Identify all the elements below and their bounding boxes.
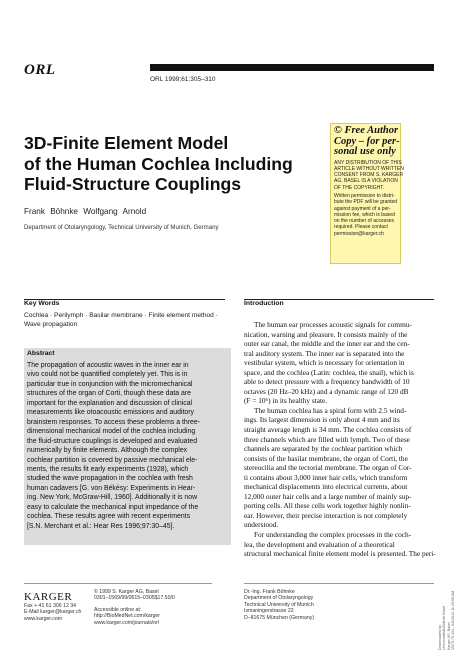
citation: ORL 1999;61:305–310 bbox=[150, 76, 216, 83]
introduction-text bbox=[244, 320, 434, 559]
free-copy-title bbox=[334, 125, 400, 158]
intro-line: straight average length is 34 mm. The cochlea consists of bbox=[244, 425, 412, 435]
permission-line: required. Please contact bbox=[334, 224, 388, 231]
intro-line: 12,000 outer hair cells and a large number of mainly sup- bbox=[244, 491, 412, 501]
intro-line: porting cells. All these cells work together highly nonlin- bbox=[244, 501, 411, 511]
free-copy-permission bbox=[334, 193, 397, 237]
intro-line: nication, warning and pleasure. It consists mainly of the bbox=[244, 329, 408, 339]
correspondence-line: Department of Otolaryngology bbox=[244, 595, 314, 602]
abstract-line: [S.N. Merchant et al.: Hear Res 1996;97:30–45]. bbox=[27, 522, 175, 530]
warning-line: AG, BASEL IS A VIOLATION bbox=[334, 178, 398, 185]
warning-line: CONSENT FROM S. KARGER bbox=[334, 172, 404, 179]
permission-line: on the number of accesses bbox=[334, 218, 395, 225]
footer-rule-left bbox=[24, 583, 212, 584]
free-copy-title-line: © Free Author bbox=[334, 125, 399, 136]
free-copy-warning bbox=[334, 159, 404, 191]
keywords-heading: Key Words bbox=[24, 300, 60, 307]
permission-line: Written permission to distri- bbox=[334, 192, 395, 199]
free-author-copy-notice bbox=[330, 123, 404, 264]
intro-line: ear. However, their precise interaction is not completely bbox=[244, 510, 408, 520]
journal-logo: ORL bbox=[24, 62, 56, 78]
intro-line: stereocilia and the tectorial membrane. The organ of Cor- bbox=[244, 463, 412, 473]
footer-rule-right bbox=[244, 583, 434, 584]
abstract-line: brainstem responses. To access these problems a three- bbox=[27, 418, 200, 426]
abstract-line: cochlear partition is covered by passive mechanical ele- bbox=[27, 456, 198, 464]
abstract-line: studied the wave propagation in the cochlea with fresh bbox=[27, 475, 193, 483]
abstract-heading: Abstract bbox=[27, 350, 55, 357]
stamp-line: 193.5.79.104 - 6/6/2013 11:49:05 AM bbox=[451, 590, 456, 650]
abstract-line: structures of the organ of Corti, though these data are bbox=[27, 390, 191, 398]
stamp-line: Downloaded by: bbox=[438, 624, 442, 650]
permission-line: against payment of a per- bbox=[334, 205, 391, 212]
keywords-text: Cochlea · Perilymph · Basilar membrane · Finite element method · Wave propagation bbox=[24, 312, 218, 328]
intro-line: channels are separated by the cochlear partition which bbox=[244, 444, 403, 454]
intro-line: three channels which are filled with lymph. Two of these bbox=[244, 434, 410, 444]
intro-line: structural mechanical finite element model is presented. The peri- bbox=[244, 549, 436, 559]
title-line: 3D-Finite Element Model bbox=[24, 133, 229, 153]
intro-line: outer ear canal, the middle and the inner ear and the cen- bbox=[244, 339, 410, 349]
abstract-line: dimensional mechanical model of the cochlea including bbox=[27, 428, 196, 436]
abstract-line: easy to calculate the mechanical input impedance of the bbox=[27, 503, 199, 511]
copyright-code: 0301–1569/99/0615–0305$17.50/0 bbox=[94, 595, 175, 602]
warning-line: ARTICLE WITHOUT WRITTEN bbox=[334, 165, 404, 172]
abstract-line: important for the explanation and discussion of clinical bbox=[27, 399, 193, 407]
abstract-line: human cadavers [G. von Békésy: Experiments in Hear- bbox=[27, 484, 196, 492]
abstract-line: ments, the results fit early experiments (1928), which bbox=[27, 465, 189, 473]
title-line: of the Human Cochlea Including bbox=[24, 153, 293, 174]
article-title bbox=[24, 133, 319, 195]
permission-email[interactable]: permission@karger.ch bbox=[334, 230, 384, 237]
abstract-line: vivo could not be quantified completely yet. This is in bbox=[27, 371, 188, 379]
publisher-fax: Fax + 41 61 306 12 34 bbox=[24, 603, 77, 609]
correspondence-line: D–81675 München (Germany) bbox=[244, 614, 315, 621]
warning-line: ANY DISTRIBUTION OF THIS bbox=[334, 159, 402, 166]
abstract-line: the fluid-structure couplings is developed and evaluated bbox=[27, 437, 198, 445]
authors: Frank Böhnke Wolfgang Arnold bbox=[24, 207, 147, 216]
abstract-line: cochlea. These results agree with recent experiments bbox=[27, 513, 191, 521]
intro-line: consists of the basilar membrane, the organ of Corti, the bbox=[244, 453, 408, 463]
publisher-website[interactable]: www.karger.com bbox=[24, 615, 63, 622]
karger-logo: KARGER bbox=[24, 591, 73, 603]
abstract-line: measurements like otoacoustic emissions and auditory bbox=[27, 409, 194, 417]
copyright-block bbox=[94, 589, 175, 626]
affiliation: Department of Otolaryngology, Technical University of Munich, Germany bbox=[24, 224, 219, 231]
free-copy-title-line: Copy – for per- bbox=[334, 135, 400, 147]
access-link[interactable]: http://BioMedNet.com/karger bbox=[94, 613, 161, 620]
access-link[interactable]: www.karger.com/journals/orl bbox=[94, 619, 159, 626]
intro-line: octaves (20 Hz–20 kHz) and a dynamic range of 120 dB bbox=[244, 386, 409, 396]
intro-line: (F = 10⁶) in its healthy state. bbox=[244, 396, 328, 406]
abstract-line: numerically by finite elements. Although the complex bbox=[27, 447, 188, 455]
header-rule bbox=[150, 64, 434, 71]
permission-line: mission fee, which is based bbox=[334, 211, 395, 218]
abstract-line: ing. New York, McGraw-Hill, 1960]. Additionally it is now bbox=[27, 494, 198, 502]
publisher-email[interactable]: E-Mail karger@karger.ch bbox=[24, 609, 82, 616]
stamp-line: UniversitätsBibliothek Basel bbox=[442, 605, 447, 650]
intro-line: ings. Its largest dimension is only about 4 mm and its bbox=[244, 415, 400, 425]
abstract-text bbox=[27, 361, 227, 531]
abstract-line: particular true in conjunction with the micromechanical bbox=[27, 380, 193, 388]
intro-line: able to detect pressure with a frequency bandwidth of 10 bbox=[244, 377, 410, 387]
intro-line: lea, the development and evaluation of a theoretical bbox=[244, 539, 395, 549]
title-line: Fluid-Structure Couplings bbox=[24, 174, 241, 194]
download-stamp bbox=[438, 591, 456, 650]
copyright-line: © 1999 S. Karger AG, Basel bbox=[94, 589, 159, 595]
permission-line: bute the PDF will be granted bbox=[334, 199, 398, 206]
free-copy-title-line: sonal use only bbox=[334, 146, 396, 157]
access-label: Accessible online at: bbox=[94, 606, 142, 613]
correspondence-line: Dr.-Ing. Frank Böhnke bbox=[244, 589, 295, 595]
introduction-heading: Introduction bbox=[244, 300, 284, 307]
correspondence-line: Ismaningerstrasse 22 bbox=[244, 608, 294, 615]
intro-line: The human ear processes acoustic signals for commu- bbox=[254, 320, 412, 329]
warning-line: OF THE COPYRIGHT. bbox=[334, 184, 385, 191]
intro-line: ti contains about 3,000 inner hair cells, which transform bbox=[244, 472, 408, 482]
correspondence-address bbox=[244, 589, 314, 621]
intro-line: understood. bbox=[244, 520, 279, 530]
intro-line: space, and the cochlea (Latin: cochlea, the snail), which is bbox=[244, 367, 414, 377]
intro-line: For understanding the complex processes in the coch- bbox=[254, 530, 412, 540]
intro-line: mechanical displacements into electrical currents, about bbox=[244, 482, 408, 492]
intro-line: vestibular system, which is necessary for orientation in bbox=[244, 358, 405, 368]
stamp-line: Karger AG, Basel bbox=[446, 622, 451, 650]
intro-line: tral auditory system. The inner ear is separated into the bbox=[244, 348, 405, 358]
intro-line: The human cochlea has a spiral form with 2.5 wind- bbox=[254, 405, 407, 415]
correspondence-line: Technical University of Munich bbox=[244, 601, 314, 608]
abstract-line: The propagation of acoustic waves in the inner ear in bbox=[27, 362, 189, 369]
publisher-contact bbox=[24, 603, 81, 622]
